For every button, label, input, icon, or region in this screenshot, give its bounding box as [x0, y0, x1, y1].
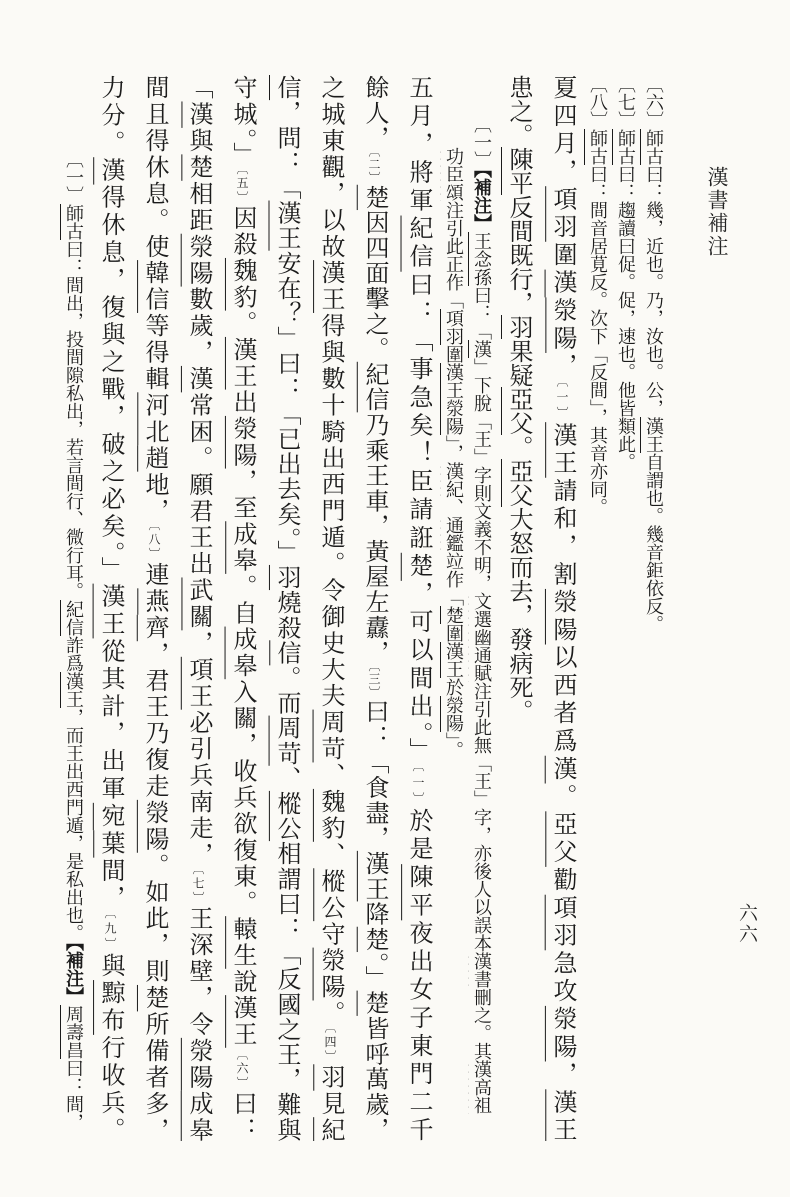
proper-noun: 楚	[141, 984, 167, 1012]
text-run: 得與數十騎出西門遁。令御史大夫	[317, 312, 343, 710]
text-run: ，可以間出。」	[405, 580, 431, 766]
note-ref: 〔六〕	[235, 1047, 249, 1091]
proper-noun: 成皋	[229, 521, 255, 574]
proper-noun: 漢	[549, 755, 575, 784]
note-ref: 〔一〕	[64, 150, 84, 204]
text-run: 曰：間，	[64, 1059, 84, 1131]
note-ref: 〔二〕	[367, 150, 381, 185]
proper-noun: 漢	[185, 101, 211, 128]
text-run: 五月，將軍	[405, 75, 431, 216]
text-run: 等得輯	[141, 312, 167, 393]
proper-noun: 滎陽	[549, 297, 575, 353]
text-run: 曰：幾，近也。乃，汝也。公，	[644, 165, 664, 417]
text-run: 、	[444, 498, 464, 516]
text-run: 。	[549, 783, 575, 812]
text-run: 乃乘王車，黃屋左纛，	[361, 412, 387, 666]
note-ref: 〔四〕	[323, 1026, 337, 1065]
proper-noun: 成皋	[185, 1090, 211, 1141]
text-run: 曰：「事急矣！臣請誑	[405, 271, 431, 553]
text-column-note-prev-8	[584, 75, 612, 1141]
text-run: 曰：「	[472, 286, 492, 340]
text-run: 入關，收兵欲復東。	[229, 679, 255, 917]
text-run: 從其計，出軍	[97, 638, 123, 803]
proper-noun: 成皋	[229, 626, 255, 680]
text-run: ，問：「	[273, 100, 299, 201]
proper-noun: 羽	[317, 1064, 343, 1091]
text-run: 圍	[549, 241, 575, 270]
proper-noun: 轅生	[229, 916, 255, 969]
text-column-main-6	[264, 75, 308, 1141]
text-run: 竝作「	[444, 552, 464, 606]
text-run: 。自	[229, 573, 255, 627]
proper-noun: 燕	[141, 588, 167, 615]
text-run: 見	[317, 1090, 343, 1118]
proper-noun: 周苛	[273, 715, 299, 766]
text-run: 。而	[273, 665, 299, 716]
text-run: ，君王乃復走	[141, 641, 167, 800]
text-run: 間且得休息。使	[141, 75, 167, 261]
proper-noun: 信	[273, 75, 299, 101]
book-title: 幽通賦	[472, 628, 492, 682]
text-run: 曰：	[229, 1090, 255, 1141]
proper-noun: 漢王	[444, 642, 464, 678]
text-column-main-2	[496, 75, 540, 1141]
proper-noun: 項羽	[549, 894, 575, 951]
text-run: 餘人，	[361, 75, 387, 151]
text-run: 連	[141, 561, 167, 589]
proper-noun: 亞父	[549, 811, 575, 867]
proper-noun: 韓信	[141, 260, 167, 313]
text-run: 必引兵南走，	[185, 709, 211, 869]
text-run: 因四面擊之。	[361, 210, 387, 362]
proper-noun: 紀	[317, 1117, 343, 1141]
text-run: 、	[317, 762, 343, 789]
text-run: ，	[185, 630, 211, 657]
proper-noun: 漢王	[549, 422, 575, 478]
text-column-anno-1b	[440, 75, 468, 1197]
text-run: 行收兵。	[97, 1034, 123, 1141]
text-column-note-prev-7	[612, 75, 640, 1141]
proper-noun: 滎陽	[185, 1037, 211, 1091]
proper-noun: 師古	[644, 129, 664, 165]
proper-noun: 漢王	[229, 995, 255, 1048]
text-run: 之城東觀，以故	[317, 75, 343, 261]
text-run: 請和，割	[549, 477, 575, 589]
proper-noun: 漢王	[644, 417, 664, 453]
note-ref: 〔八〕	[588, 75, 608, 129]
book-title: 功臣頌	[444, 147, 464, 201]
text-run: 。」	[361, 952, 387, 991]
text-run: 刪之。其	[472, 988, 492, 1060]
text-run: 詐爲	[64, 636, 84, 672]
proper-noun: 紀信	[361, 361, 387, 413]
proper-noun: 葉	[97, 830, 123, 858]
text-run: 」，	[444, 435, 464, 462]
proper-noun: 項王	[185, 656, 211, 710]
text-run: 注引此無「王」字，亦後人以誤本	[472, 682, 492, 952]
text-run: 於是	[405, 807, 431, 865]
text-run: 果疑	[505, 339, 531, 387]
proper-noun: 漢王	[549, 1089, 575, 1141]
proper-noun: 漢王	[361, 850, 387, 902]
text-run: 勸	[549, 866, 575, 895]
bunote-label: 【補注】	[472, 169, 492, 232]
text-column-anno-1a	[468, 75, 496, 1181]
proper-noun: 項羽	[444, 309, 464, 345]
proper-noun: 王念孫	[472, 232, 492, 286]
note-ref: 〔一〕	[555, 380, 569, 423]
text-run: 圍	[444, 624, 464, 642]
note-ref: 〔一〕	[472, 115, 492, 169]
text-run: 夏四月，	[549, 75, 575, 187]
proper-noun: 滎陽	[549, 588, 575, 645]
text-run: 皆呼萬歲，	[361, 1015, 387, 1141]
running-title: 漢書補注	[705, 166, 729, 258]
text-run: 、	[273, 765, 299, 791]
text-run: 因殺	[229, 205, 255, 258]
text-column-main-7	[220, 75, 264, 1141]
proper-noun: 漢	[97, 157, 123, 185]
text-run: 相距	[185, 180, 211, 234]
proper-noun: 楚	[405, 552, 431, 581]
note-ref: 〔一〕	[411, 765, 425, 808]
text-column-main-8	[176, 75, 220, 1141]
text-run: 夜出女子東門二千	[405, 920, 431, 1141]
proper-noun: 紀信	[64, 600, 84, 636]
text-run: 「	[185, 75, 211, 102]
text-run: 地，	[141, 471, 167, 525]
proper-noun: 樅公	[317, 868, 343, 922]
text-column-note-1	[60, 75, 88, 1197]
book-title: 漢書	[472, 952, 492, 988]
text-run: 。如此，則	[141, 852, 167, 985]
proper-noun: 楚	[444, 606, 464, 624]
text-columns	[60, 75, 668, 1141]
proper-noun: 魏豹	[317, 788, 343, 842]
note-ref: 〔六〕	[644, 75, 664, 129]
proper-noun: 羽	[273, 564, 299, 591]
proper-noun: 滎陽	[185, 233, 211, 287]
proper-noun: 師古	[616, 129, 636, 165]
text-run: 出	[229, 389, 255, 416]
text-run: 。	[505, 435, 531, 459]
text-column-main-3	[396, 75, 440, 1141]
proper-noun: 楚	[361, 184, 387, 211]
proper-noun: 滎陽	[229, 415, 255, 469]
text-run: 曰：間音居莧反。次下「反間」，其音亦同。	[588, 165, 608, 516]
text-run: 。	[229, 310, 255, 337]
proper-noun: 滎陽	[549, 1005, 575, 1062]
proper-noun: 楚	[361, 926, 387, 953]
text-run: ，	[549, 352, 575, 381]
proper-noun: 漢	[185, 365, 211, 393]
text-run: 急攻	[549, 950, 575, 1006]
proper-noun: 宛	[97, 802, 123, 831]
text-run: 與	[185, 127, 211, 155]
text-run: 大怒而去，發病死。	[505, 507, 531, 723]
proper-noun: 漢王	[97, 583, 123, 639]
text-run: 降	[361, 901, 387, 927]
text-run: 、	[317, 841, 343, 869]
proper-noun: 師古	[588, 129, 608, 165]
text-run: 自謂也。幾音鉅依反。	[644, 453, 664, 633]
proper-noun: 漢王	[64, 672, 84, 708]
proper-noun: 漢王	[229, 336, 255, 390]
text-run: 燒殺	[273, 590, 299, 641]
proper-noun: 陳平	[405, 864, 431, 921]
note-ref: 〔九〕	[103, 912, 117, 953]
proper-noun: 武關	[185, 577, 211, 631]
proper-noun: 楚	[361, 990, 387, 1016]
text-run: 數歲，	[185, 286, 211, 366]
proper-noun: 楚	[185, 154, 211, 181]
text-run: ，	[549, 1061, 575, 1090]
proper-noun: 滎陽	[444, 399, 464, 435]
text-run: 安在？」曰：「已出去矣。」	[273, 250, 299, 565]
proper-noun: 漢	[549, 269, 575, 298]
proper-noun: 滎陽	[317, 947, 343, 1001]
text-run: 常困。願君王出	[185, 392, 211, 578]
text-column-note-prev-6	[640, 75, 668, 1141]
text-run: 與	[97, 952, 123, 981]
text-run: 說	[229, 968, 255, 996]
book-title: 文選	[472, 592, 492, 628]
text-run: 患之。	[505, 75, 531, 147]
text-run: 間，	[97, 857, 123, 913]
book-title: 通鑑	[444, 516, 464, 552]
text-column-main-9	[132, 75, 176, 1141]
proper-noun: 信	[273, 640, 299, 666]
note-ref: 〔三〕	[367, 665, 381, 700]
text-run: 守城。」	[229, 75, 255, 169]
text-column-main-10	[88, 75, 132, 1141]
text-run: 曰：「食盡，	[361, 699, 387, 851]
text-run: 於	[444, 678, 464, 696]
text-run: 曰：間出，投間隙私出，若言間行、微行耳。	[64, 240, 84, 600]
note-ref: 〔五〕	[235, 168, 249, 206]
text-run: 所備者多，	[141, 1011, 167, 1141]
proper-noun: 漢王	[273, 200, 299, 251]
proper-noun: 滎陽	[141, 799, 167, 853]
text-run: 。	[317, 1000, 343, 1027]
text-run: ，而王出西門遁，是私出也。	[64, 708, 84, 942]
proper-noun: 陳平	[505, 147, 531, 195]
proper-noun: 黥布	[97, 980, 123, 1035]
proper-noun: 漢	[472, 340, 492, 358]
text-run: 反間既行，	[505, 195, 531, 315]
text-run: 以西者爲	[549, 644, 575, 756]
proper-noun: 周苛	[317, 709, 343, 763]
note-ref: 〔七〕	[191, 868, 205, 906]
proper-noun: 魏豹	[229, 257, 255, 311]
text-column-main-1	[540, 75, 584, 1141]
proper-noun: 紀信	[405, 215, 431, 272]
text-run: 」。	[444, 732, 464, 759]
book-title: 漢高祖	[472, 1060, 492, 1114]
text-run: 得休息，復與之戰，破之必矣。」	[97, 184, 123, 584]
text-run: 力分。	[97, 75, 123, 158]
proper-noun: 漢王	[444, 363, 464, 399]
proper-noun: 滎陽	[444, 696, 464, 732]
book-title: 漢紀	[444, 462, 464, 498]
text-run: 注引此正作「	[444, 201, 464, 309]
text-run: 圍	[444, 345, 464, 363]
text-column-main-5	[308, 75, 352, 1141]
text-run: 守	[317, 921, 343, 948]
note-ref: 〔七〕	[616, 75, 636, 129]
note-ref: 〔八〕	[147, 524, 161, 562]
proper-noun: 師古	[64, 204, 84, 240]
proper-noun: 周壽昌	[64, 1005, 84, 1059]
proper-noun: 趙	[141, 445, 167, 472]
proper-noun: 羽	[505, 315, 531, 339]
text-run: 」下脫「王」字則文義不明，	[472, 358, 492, 592]
proper-noun: 齊	[141, 614, 167, 642]
proper-noun: 漢王	[317, 260, 343, 313]
bunote-label: 【補注】	[64, 942, 84, 1005]
text-run: 相謂曰：「反國之王，難與	[273, 841, 299, 1141]
text-run: ，至	[229, 468, 255, 522]
proper-noun: 亞父	[505, 459, 531, 507]
proper-noun: 河北	[141, 392, 167, 446]
text-run: 曰：趨讀曰促。促，速也。他皆類此。	[616, 165, 636, 471]
page-number: 六六	[736, 903, 757, 945]
proper-noun: 項羽	[549, 186, 575, 242]
text-run: 王深壁，令	[185, 905, 211, 1038]
proper-noun: 樅公	[273, 790, 299, 842]
text-column-main-4	[352, 75, 396, 1141]
proper-noun: 亞父	[505, 387, 531, 435]
